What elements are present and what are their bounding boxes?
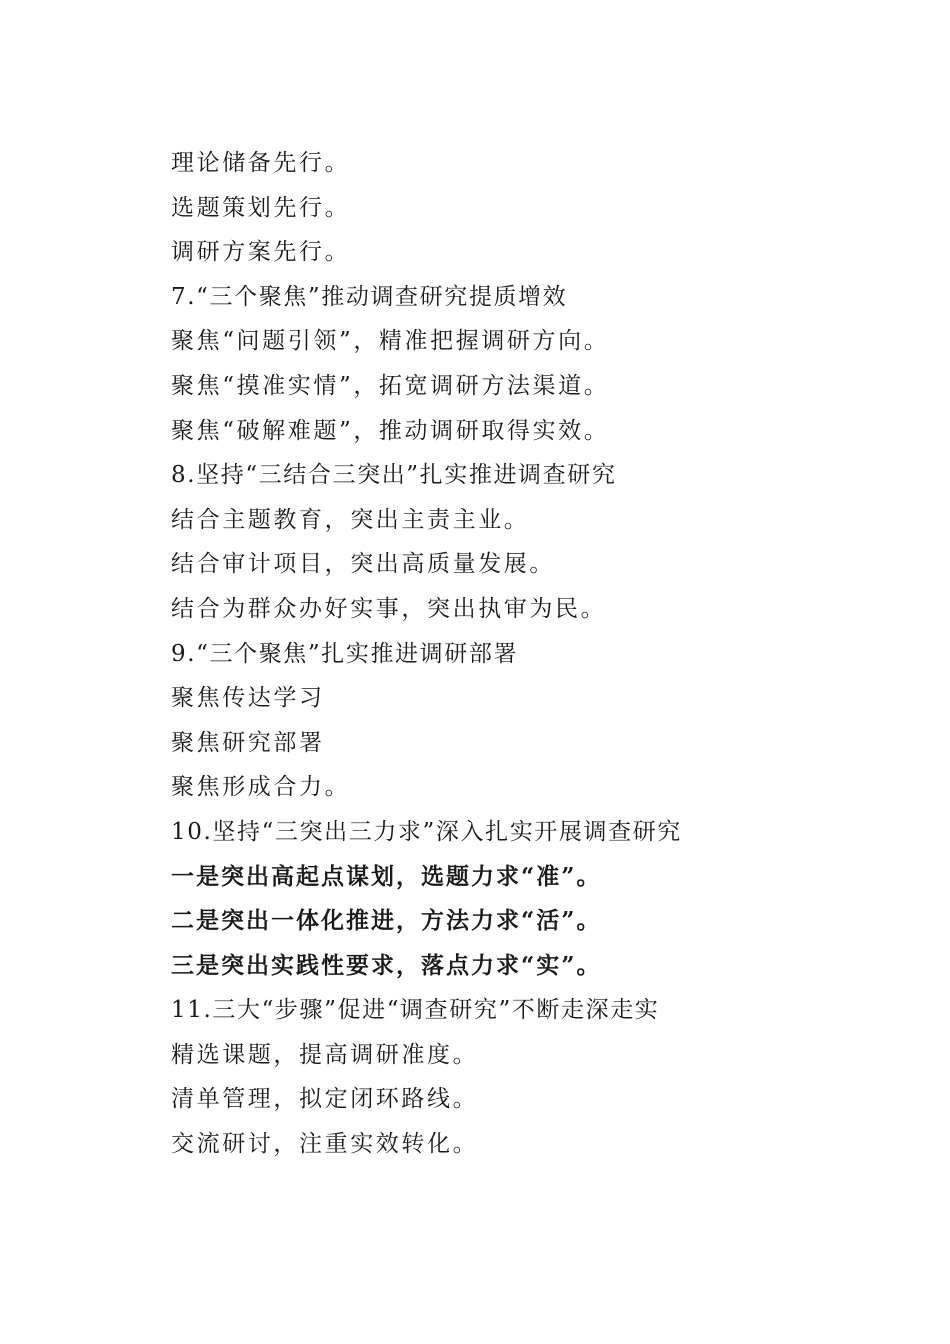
section-heading-7: 7.“三个聚焦”推动调查研究提质增效 <box>171 283 568 310</box>
section-heading-10: 10.坚持“三突出三力求”深入扎实开展调查研究 <box>171 818 682 845</box>
text-line: 结合为群众办好实事，突出执审为民。 <box>171 595 607 622</box>
text-line: 聚焦传达学习 <box>171 685 325 712</box>
bold-text-line: 三是突出实践性要求，落点力求“实”。 <box>171 951 602 979</box>
text-line: 聚焦“摸准实情”，拓宽调研方法渠道。 <box>171 372 610 399</box>
text-line: 调研方案先行。 <box>171 239 351 266</box>
text-line: 交流研讨，注重实效转化。 <box>171 1131 479 1158</box>
text-line: 聚焦“破解难题”，推动调研取得实效。 <box>171 417 610 444</box>
section-heading-9: 9.“三个聚焦”扎实推进调研部署 <box>171 640 519 667</box>
text-line: 聚焦“问题引领”，精准把握调研方向。 <box>171 328 610 355</box>
text-line: 选题策划先行。 <box>171 194 351 221</box>
text-line: 结合主题教育，突出主责主业。 <box>171 506 530 533</box>
text-line: 聚焦研究部署 <box>171 729 325 756</box>
text-line: 清单管理，拟定闭环路线。 <box>171 1086 479 1113</box>
section-heading-8: 8.坚持“三结合三突出”扎实推进调查研究 <box>171 462 617 489</box>
document-body <box>171 141 871 1167</box>
section-heading-11: 11.三大“步骤”促进“调查研究”不断走深走实 <box>171 997 660 1024</box>
text-line: 结合审计项目，突出高质量发展。 <box>171 551 555 578</box>
bold-text-line: 二是突出一体化推进，方法力求“活”。 <box>171 907 602 935</box>
text-line: 聚焦形成合力。 <box>171 774 351 801</box>
text-line: 精选课题，提高调研准度。 <box>171 1041 479 1068</box>
bold-text-line: 一是突出高起点谋划，选题力求“准”。 <box>171 862 602 890</box>
text-line: 理论储备先行。 <box>171 150 351 176</box>
